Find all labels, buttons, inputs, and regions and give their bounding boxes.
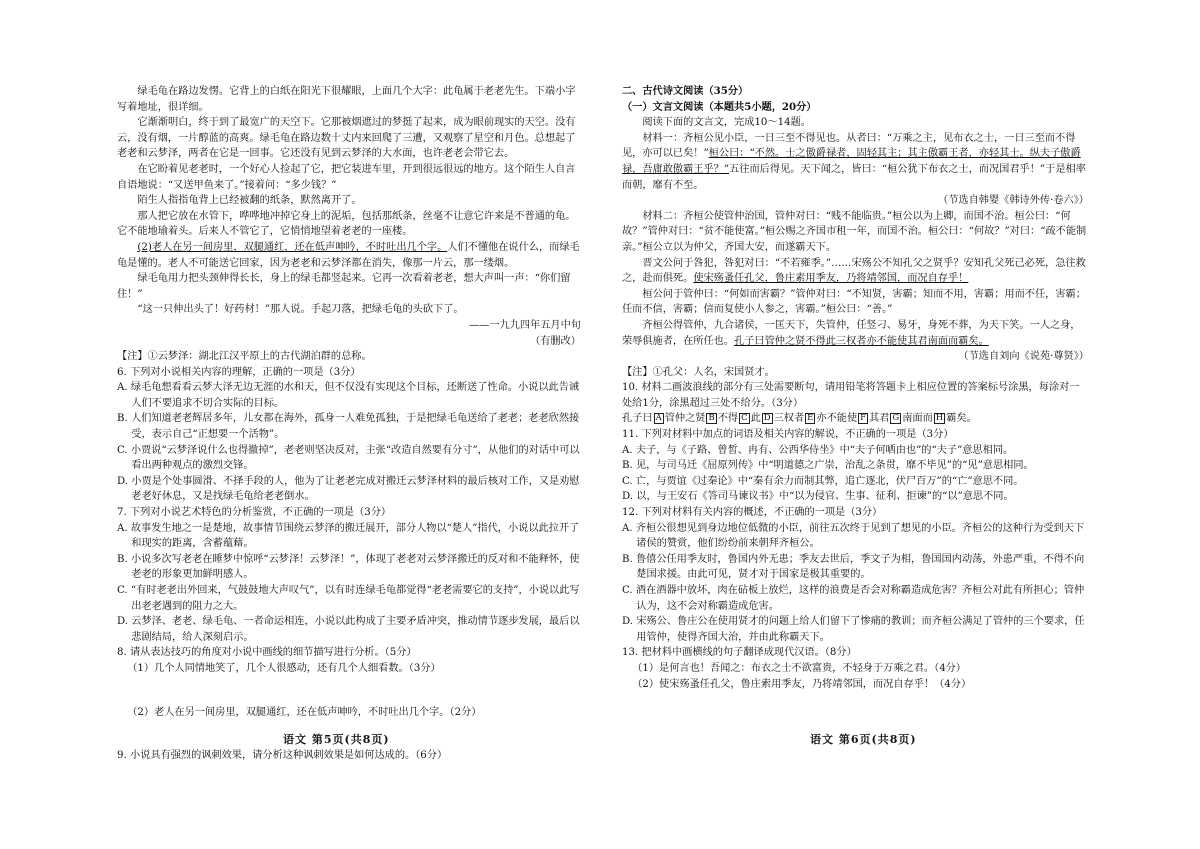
q7-option: A. 故事发生地之一是楚地，故事情节围绕云梦泽的搬迁展开，部分人物以“楚人”指代，小说以此拉开了和现实的距离，含蓄蕴藉。: [117, 522, 580, 550]
question-9: 9. 小说具有强烈的讽刺效果，请分析这种讽刺效果是如何达成的。（6分）: [117, 750, 448, 762]
q12-option: B. 鲁僖公任用季友时，鲁国内外无患；季友去世后，季文子为相，鲁国国内动荡，外患严重，不得不向楚国求援。由此可见，贤才对于国家是极其重要的。: [622, 553, 1085, 581]
q10-text: 管仲之贤: [664, 413, 706, 425]
underlined-sentence: 使宋殇蚤任孔父，鲁庄素用季友，乃将靖邻国，而况自存乎！: [693, 273, 969, 285]
source-citation: （节选自韩婴《韩诗外传·卷六》）: [938, 195, 1089, 207]
material-text: 晋文公问于咎犯，咎犯对曰：“不若雍季。”……宋殇公不知孔父之贤乎？安知孔父死己必死，急往救之，赴而俱死。: [622, 257, 1086, 285]
story-paragraph: 它渐渐明白，终于到了最宽广的天空下。它那被烟遮过的梦挺了起来，成为眼前现实的天空。没有云，没有烟，一片醇蓝的高爽。绿毛龟在路边数十丈内来回爬了三遭，又观察了星空和月色。总想起了老老和云梦泽，两者在它是一回事。它还没有见到云梦泽的大水面，也许老老会带它去。: [117, 117, 576, 160]
q8-sub-1: （1）几个人同情地笑了，几个人很感动，还有几个人细看数。（3分）: [127, 662, 441, 674]
q6-option: D. 小贾是个处事圆滑、不择手段的人，他为了让老老完成对搬迁云梦泽材料的最后核对工作，又是劝慰老老好休息，又是找绿毛龟给老老倒水。: [117, 475, 580, 503]
q6-option: A. 绿毛龟想看看云梦大泽无边无涯的水和天，但不仅没有实现这个目标，还断送了性命。小说以此告诫人们不要追求不切合实际的目标。: [117, 382, 580, 409]
q10-text: 其君: [869, 413, 890, 425]
q7-option: D. 云梦泽、老老、绿毛龟、一者命运相连，小说以此构成了主要矛盾冲突，推动情节逐步发展，最后以悲剧结局，给人深刻启示。: [117, 616, 580, 643]
q10-sentence-with-markers: [622, 411, 1089, 427]
question-12: 12. 下列对材料有关内容的概述，不正确的一项是（3分）: [622, 507, 883, 519]
abridged-note: （有删改）: [530, 335, 581, 347]
question-11: 11. 下列对材料中加点的词语及相关内容的解说，不正确的一项是（3分）: [622, 429, 954, 441]
story-paragraph: 绿毛龟在路边发愣。它背上的白纸在阳光下很耀眼，上面几个大字：此龟属于老老先生。下端小字写着地址，很详细。: [117, 86, 576, 113]
story-paragraph: “这一只伸出头了！好药材！”那人说。手起刀落，把绿毛龟的头砍下了。: [137, 304, 464, 316]
right-page-footer: 语文 第6页(共8页): [810, 733, 917, 746]
story-text: 人们不懂他在说什么，而绿毛龟是懂的。老人不可能送它回家，因为老老和云梦泽都在消失，像那一片云，那一缕烟。: [117, 241, 580, 269]
subsection-title: （一）文言文阅读（本题共5小题，20分）: [622, 100, 817, 113]
story-paragraph: 绿毛龟用力把头颈伸得长长，身上的绿毛都竖起来。它再一次看着老老，想大声叫一声：“你们留住！”: [117, 273, 571, 300]
q6-option: C. 小贾说“云梦泽说什么也得撤掉”，老老则坚决反对，主张“改造自然要有分寸”，从他们的对话中可以看出两种观点的激烈交锋。: [117, 444, 580, 472]
q10-text: 孔子曰: [622, 413, 653, 425]
q10-text: 南面而: [902, 413, 933, 425]
question-6: 6. 下列对小说相关内容的理解，正确的一项是（3分）: [117, 366, 361, 378]
underlined-sentence: 桓公曰：“不然。士之傲爵禄者，固轻其主；其主傲霸王者，亦轻其士。纵夫子傲爵禄，吾庸敢傲霸王乎？”: [622, 148, 1081, 175]
material-1: [622, 131, 1089, 193]
left-page-footer: 语文 第5页(共8页): [283, 733, 390, 746]
q11-option: A. 夫子，与《子路、曾皙、冉有、公西华侍坐》中“夫子何哂由也”的“夫子”意思相同。: [622, 444, 1014, 456]
q6-option: B. 人们知道老老辉居多年，儿女都在海外，孤身一人难免孤独，于是把绿毛龟送给了老老；老老欣然接受，表示自己“正想要一个活物”。: [117, 413, 580, 441]
q7-option: B. 小说多次写老老在睡梦中惊呼“云梦泽！云梦泽！”，体现了老老对云梦泽搬迁的反对和不能释怀，使老老的形象更加鲜明感人。: [117, 553, 580, 581]
q10-text: 不得: [717, 413, 739, 425]
section-title: 二、古代诗文阅读（35分）: [622, 85, 749, 97]
q13-sub-1: （1）是何言也！吾闻之：布衣之士不欲富贵，不轻身于万乘之君。（4分）: [632, 662, 967, 674]
story-paragraph: 在它盼着见老老时，一个好心人捡起了它，把它装进车里，开到很远很远的地方。这个陌生人自言自语地说：“又送甲鱼来了。”接着问：“多少钱？”: [117, 163, 576, 191]
question-13: 13. 把材料中画横线的句子翻译成现代汉语。（8分）: [622, 647, 857, 659]
answer-space: [117, 677, 581, 705]
q11-option: B. 见，与司马迁《屈原列传》中“明道德之广崇，治乱之条贯，靡不毕见”的“见”意思相同。: [622, 460, 1034, 472]
q11-option: C. 亡，与贾谊《过秦论》中“秦有余力而制其弊，追亡逐北，伏尸百万”的“亡”意思不同。: [622, 475, 1024, 487]
story-paragraph: 那人把它放在水管下，哗哗地冲掉它身上的泥垢，包括那纸条，丝毫不让意它许来是不普通的龟。它不能地瑜着头。后来人不管它了，它悄悄地望着老老的一座楼。: [117, 210, 576, 238]
marker-box[interactable]: H: [935, 413, 944, 424]
footnote: 【注】①云梦泽：湖北江汉平原上的古代湖泊群的总称。: [117, 351, 372, 363]
material-2: 材料二：齐桓公使管仲治国，管仲对曰：“贱不能临贵。”桓公以为上卿，而国不治。桓公曰：“何故？”管仲对曰：“贫不能使富。”桓公赐之齐国市租一年，而国不治。桓公曰：“何故？”对曰：“疏不能制亲。”桓公立以为仲父，齐国大安，而遂霸天下。: [622, 210, 1087, 253]
left-page: [117, 84, 581, 764]
q11-option: D. 以，与王安石《答司马谏议书》中“以为侵官、生事、征利、拒谏”的“以”意思不同。: [622, 491, 1014, 503]
q8-sub-2: （2）老人在另一间房里，双腿通红，还在低声呻吟，不时吐出几个字。（2分）: [127, 706, 482, 718]
story-paragraph: 陌生人指指龟背上已经被翻的纸条，默然离开了。: [137, 195, 362, 207]
underlined-detail: (2)老人在另一间房里，双腿通红，还在低声呻吟，不时吐出几个字。: [137, 241, 448, 253]
q7-option: C. “有时老老出外回来，气鼓鼓地大声叹气”，以有时连绿毛龟都觉得“老老需要它的支持”，小说以此写出老老遇到的阻力之大。: [117, 585, 580, 612]
marker-box[interactable]: E: [807, 413, 814, 424]
marker-box[interactable]: B: [708, 413, 715, 424]
q10-text: 此: [750, 413, 761, 425]
marker-box[interactable]: G: [892, 413, 900, 424]
q12-option: C. 酒在酒器中放坏，肉在砧板上放烂，这样的浪费是否会对称霸造成危害？齐桓公对此有所担心；管仲认为，这不会对称霸造成危害。: [622, 585, 1085, 612]
q12-option: A. 齐桓公很想见到身边地位低微的小臣，前往五次终于见到了想见的小臣。齐桓公的这种行为受到天下诸侯的赞赏，他们纷纷前来朝拜齐桓公。: [622, 522, 1085, 550]
material-2-cont: [622, 318, 1089, 349]
q10-text: 亦不能使: [816, 413, 858, 425]
material-text: 材料一：齐桓公见小臣，一日三至不得见也。从者曰：“万乘之主，见布衣之士，一日三至而不得见，亦可以已矣！”: [622, 132, 1076, 160]
reading-instruction: 阅读下面的文言文，完成10～14题。: [642, 117, 811, 129]
marker-box[interactable]: A: [655, 413, 662, 424]
q12-option: D. 宋殇公、鲁庄公在使用贤才的问题上给人们留下了惨痛的教训；而齐桓公满足了管仲的三个要求，任用管仲，使得齐国大治，并由此称霸天下。: [622, 616, 1085, 643]
material-2-cont: 桓公问于管仲曰：“何如而害霸？”管仲对曰：“不知贤，害霸；知而不用，害霸；用而不任，害霸；任而不信，害霸；信而复使小人参之，害霸。”桓公曰：“善。”: [622, 288, 1086, 316]
material-text: 五往而后得见。天下闻之，皆曰：“桓公犹下布衣之士，而况国君乎！”于是相率而朝，靡有不至。: [622, 163, 1086, 191]
right-page: [622, 84, 1089, 692]
material-2-cont: [622, 256, 1089, 287]
marker-box[interactable]: C: [741, 413, 748, 424]
question-7: 7. 下列对小说艺术特色的分析鉴赏，不正确的一项是（3分）: [117, 507, 392, 519]
marker-box[interactable]: D: [763, 413, 771, 424]
question-10: 10. 材料二画波浪线的部分有三处需要断句，请用铅笔将答题卡上相应位置的答案标号涂黑，每涂对一处给1分，涂黑超过三处不给分。（3分）: [622, 382, 1080, 409]
source-citation: （节选自刘向《说苑·尊贤》）: [958, 351, 1089, 363]
question-8: 8. 请从表达技巧的角度对小说中画线的细节描写进行分析。（5分）: [117, 647, 417, 659]
story-date: ——一九九四年五月中旬: [468, 319, 581, 331]
q13-sub-2: （2）使宋殇蚤任孔父，鲁庄索用季友，乃将靖邻国，而况自存乎！（4分）: [632, 678, 972, 690]
q10-text: 霸矣。: [946, 413, 977, 425]
q10-text: 三权者: [773, 413, 805, 425]
wavy-underlined-sentence: 孔子曰管仲之贤不得此三权者亦不能使其君南面而霸矣。: [734, 335, 989, 347]
marker-box[interactable]: F: [860, 413, 867, 424]
footnote: 【注】①孔父：人名，宋国贤才。: [622, 366, 775, 378]
material-text: 齐桓公得管仲，九合诸侯，一匡天下，失管仲，任竖刁、易牙，身死不葬，为天下笑。一人之身，荣辱俱施者，在所任也。: [622, 319, 1081, 347]
story-paragraph-underlined: [117, 240, 581, 271]
